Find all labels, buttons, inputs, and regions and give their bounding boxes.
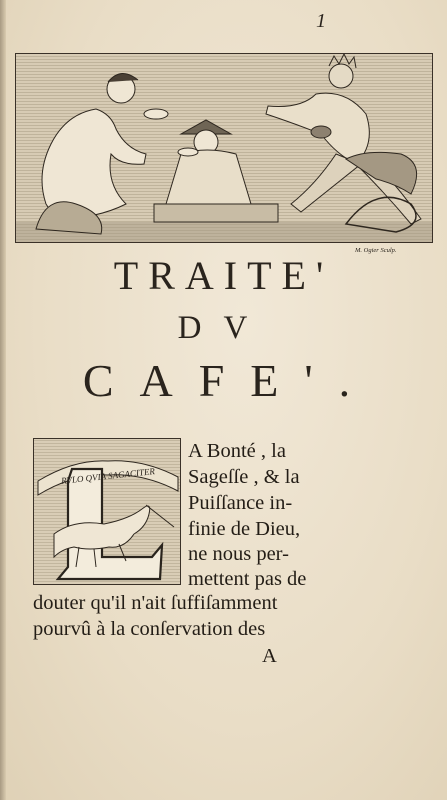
engraver-credit: M. Ogier Sculp.	[355, 247, 397, 254]
drop-cap-illustration	[33, 438, 181, 585]
page-number: 1	[316, 10, 326, 32]
body-line-2: Sageſſe , & la	[188, 466, 300, 488]
drop-cap-motto-text: RVLO QVIA SAGACITER	[60, 466, 156, 486]
title-line-3: CAFE'.	[82, 355, 377, 406]
body-line-8: pourvû à la conſervation des	[33, 618, 266, 640]
body-line-6: mettent pas de	[188, 568, 307, 590]
body-line-5: ne nous per-	[188, 543, 289, 565]
title-line-1: TRAITE'	[113, 253, 334, 298]
catchword: A	[262, 645, 277, 667]
body-line-1: A Bonté , la	[188, 440, 286, 462]
body-line-4: finie de Dieu,	[188, 518, 301, 540]
body-line-3: Puiſſance in-	[188, 492, 293, 514]
title-line-2: DV	[177, 310, 270, 346]
body-line-7: douter qu'il n'ait ſuffiſamment	[33, 592, 278, 614]
engraving-illustration	[16, 54, 433, 243]
headpiece-engraving	[15, 53, 433, 243]
